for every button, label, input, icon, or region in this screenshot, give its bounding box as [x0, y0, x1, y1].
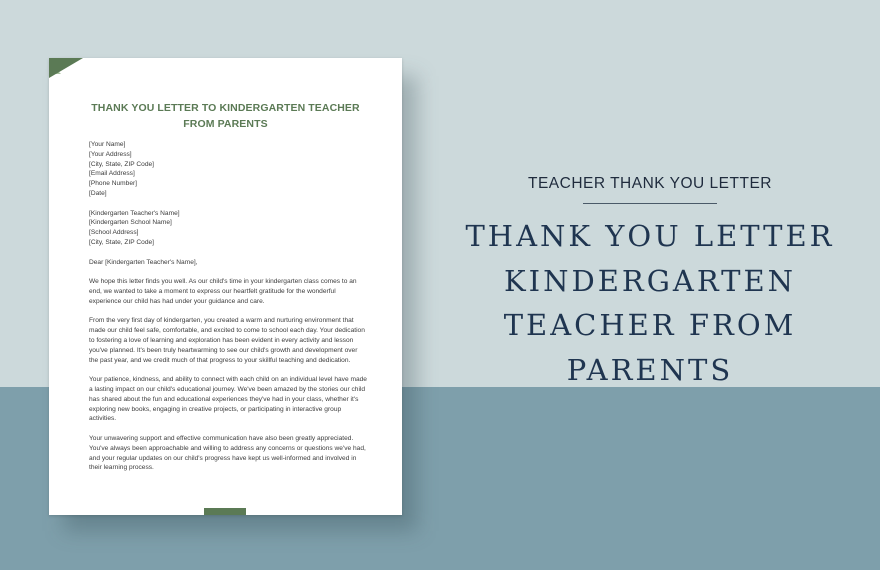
salutation: Dear [Kindergarten Teacher's Name], [89, 258, 198, 266]
panel-title-line: THANK YOU LETTER [465, 219, 835, 253]
recipient-line: [Kindergarten School Name] [89, 219, 172, 227]
corner-accent-dark [49, 58, 83, 78]
letter-document [49, 58, 402, 515]
paragraph [89, 316, 369, 365]
paragraph-line: We hope this letter finds you well. As our child's time in your kindergarten class comes to an [89, 278, 357, 286]
recipient-line: [Kindergarten Teacher's Name] [89, 209, 180, 217]
paragraph-line: exploring new books, engaging in creative projects, or participating in interactive group [89, 405, 342, 413]
document-title-line: FROM PARENTS [183, 118, 268, 130]
paragraph-line: Your unwavering support and effective communication have also been greatly appreciated. [89, 434, 354, 442]
paragraph [89, 434, 369, 473]
paragraph-line: made our child feel safe, comfortable, and excited to come to school each day. Your dedication [89, 327, 365, 335]
recipient-line: [School Address] [89, 229, 139, 237]
panel-title-line: KINDERGARTEN [503, 263, 797, 298]
panel-divider [583, 203, 717, 204]
paragraph-line: activities. [89, 415, 117, 423]
title-panel [440, 170, 860, 392]
paragraph [89, 375, 369, 424]
sender-line: [Your Name] [89, 141, 126, 148]
document-title [49, 100, 402, 132]
recipient-block [89, 209, 369, 248]
panel-title [440, 214, 860, 392]
sender-block [89, 140, 369, 199]
letter-body [89, 140, 369, 473]
paragraph-line: has shared about the fun and educational experiences they've had in your class, whether it's [89, 395, 359, 403]
paragraph-line: you've planned. It's been truly heartwarming to see our child's growth and development over [89, 346, 358, 354]
paragraph-line: experience our child has had under your guidance and care. [89, 297, 265, 305]
paragraph-line: a lasting impact on our child's educational journey. We've been amazed by the stories our child [89, 385, 366, 393]
paragraph-line: end, we wanted to take a moment to express our heartfelt gratitude for the wonderful [89, 287, 336, 295]
paragraph-line: You've always been approachable and willing to address any concerns or questions we've had, [89, 444, 366, 452]
bottom-accent-tab [204, 508, 246, 515]
document-title-line: THANK YOU LETTER TO KINDERGARTEN TEACHER [91, 102, 360, 114]
sender-line: [Your Address] [89, 150, 132, 158]
sender-line: [City, State, ZIP Code] [89, 160, 154, 168]
paragraph-line: and your regular updates on our child's progress have kept us well-informed and involved in [89, 454, 357, 462]
paragraph-line: the past year, and we credit much of that progress to your skillful teaching and dedication. [89, 356, 351, 364]
sender-line: [Date] [89, 189, 107, 197]
paragraph-line: Your patience, kindness, and ability to connect with each child on an individual level have made [89, 376, 367, 384]
paragraph-line: From the very first day of kindergarten, you created a warm and nurturing environment that [89, 317, 354, 325]
sender-line: [Phone Number] [89, 180, 138, 188]
recipient-line: [City, State, ZIP Code] [89, 238, 154, 246]
panel-title-line: TEACHER FROM [503, 308, 797, 342]
paragraph [89, 277, 369, 306]
panel-title-line: PARENTS [566, 352, 734, 387]
panel-subtitle: TEACHER THANK YOU LETTER [528, 175, 772, 192]
sender-line: [Email Address] [89, 170, 135, 178]
paragraph-line: to fostering a love of learning and exploration has been evident in every activity and lesson [89, 336, 354, 344]
paragraph-line: their learning process. [89, 464, 154, 472]
